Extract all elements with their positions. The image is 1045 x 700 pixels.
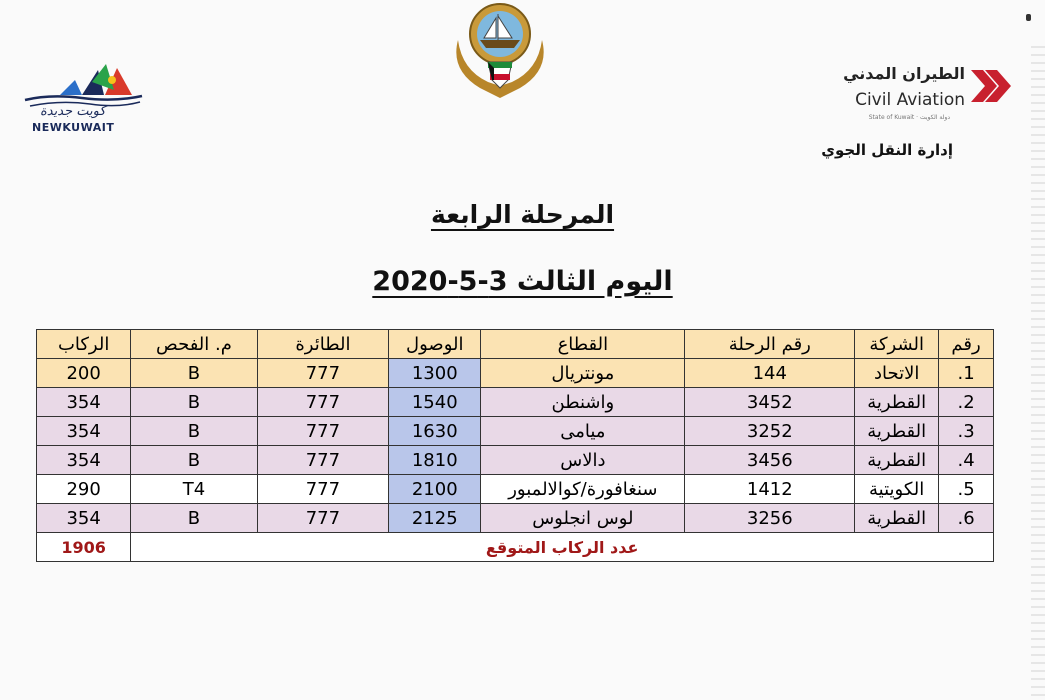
table-header-row	[37, 330, 994, 359]
cell-airline: القطرية	[855, 417, 939, 446]
cell-flight: 1412	[685, 475, 855, 504]
civil-aviation-subtext: State of Kuwait · دولة الكويت	[868, 114, 950, 121]
cell-aircraft: 777	[257, 475, 389, 504]
cell-check: B	[131, 388, 257, 417]
header-arrival: الوصول	[389, 330, 481, 359]
cell-arrival: 2125	[389, 504, 481, 533]
flights-table	[36, 329, 994, 562]
cell-pax: 354	[37, 504, 131, 533]
cell-check: B	[131, 359, 257, 388]
cell-check: B	[131, 446, 257, 475]
cell-check: B	[131, 504, 257, 533]
cell-arrival: 1300	[389, 359, 481, 388]
cell-sector: مونتريال	[481, 359, 685, 388]
page-subtitle: اليوم الثالث 3-5-2020	[372, 266, 673, 297]
cell-sector: لوس انجلوس	[481, 504, 685, 533]
cell-flight: 144	[685, 359, 855, 388]
scan-dot	[1026, 14, 1031, 21]
newkuwait-english: NEWKUWAIT	[32, 121, 115, 134]
table-row	[37, 417, 994, 446]
cell-aircraft: 777	[257, 446, 389, 475]
cell-airline: القطرية	[855, 504, 939, 533]
civil-aviation-chevron-icon	[969, 64, 1013, 108]
cell-arrival: 1630	[389, 417, 481, 446]
table-row	[37, 388, 994, 417]
cell-aircraft: 777	[257, 504, 389, 533]
cell-flight: 3256	[685, 504, 855, 533]
cell-sector: واشنطن	[481, 388, 685, 417]
table-row	[37, 504, 994, 533]
civil-aviation-english: Civil Aviation	[855, 90, 965, 110]
header-pax: الركاب	[37, 330, 131, 359]
cell-pax: 200	[37, 359, 131, 388]
cell-aircraft: 777	[257, 388, 389, 417]
page-edge	[1031, 40, 1045, 700]
header-check: م. الفحص	[131, 330, 257, 359]
cell-airline: القطرية	[855, 388, 939, 417]
civil-aviation-arabic: الطيران المدني	[843, 64, 965, 83]
cell-arrival: 1540	[389, 388, 481, 417]
cell-flight: 3252	[685, 417, 855, 446]
cell-sector: ميامى	[481, 417, 685, 446]
table-row	[37, 475, 994, 504]
cell-sector: سنغافورة/كوالالمبور	[481, 475, 685, 504]
header-aircraft: الطائرة	[257, 330, 389, 359]
cell-flight: 3452	[685, 388, 855, 417]
cell-num: 1.	[939, 359, 994, 388]
cell-pax: 354	[37, 446, 131, 475]
header-airline: الشركة	[855, 330, 939, 359]
cell-flight: 3456	[685, 446, 855, 475]
cell-airline: القطرية	[855, 446, 939, 475]
total-value: 1906	[37, 533, 131, 562]
table-row	[37, 359, 994, 388]
cell-airline: الاتحاد	[855, 359, 939, 388]
cell-airline: الكويتية	[855, 475, 939, 504]
cell-num: 5.	[939, 475, 994, 504]
cell-num: 6.	[939, 504, 994, 533]
cell-sector: دالاس	[481, 446, 685, 475]
header-sector: القطاع	[481, 330, 685, 359]
page-title: المرحلة الرابعة	[430, 200, 615, 229]
cell-aircraft: 777	[257, 359, 389, 388]
department-name: إدارة النقل الجوي	[821, 141, 953, 159]
cell-num: 3.	[939, 417, 994, 446]
cell-num: 2.	[939, 388, 994, 417]
cell-pax: 354	[37, 388, 131, 417]
newkuwait-arabic: كويت جديدة	[40, 104, 106, 119]
table-row	[37, 446, 994, 475]
kuwait-emblem-icon	[450, 0, 550, 104]
header-flight: رقم الرحلة	[685, 330, 855, 359]
cell-check: B	[131, 417, 257, 446]
cell-arrival: 1810	[389, 446, 481, 475]
total-label: عدد الركاب المتوقع	[131, 533, 994, 562]
cell-pax: 290	[37, 475, 131, 504]
total-row	[37, 533, 994, 562]
cell-check: T4	[131, 475, 257, 504]
cell-arrival: 2100	[389, 475, 481, 504]
cell-num: 4.	[939, 446, 994, 475]
cell-aircraft: 777	[257, 417, 389, 446]
header-num: رقم	[939, 330, 994, 359]
cell-pax: 354	[37, 417, 131, 446]
